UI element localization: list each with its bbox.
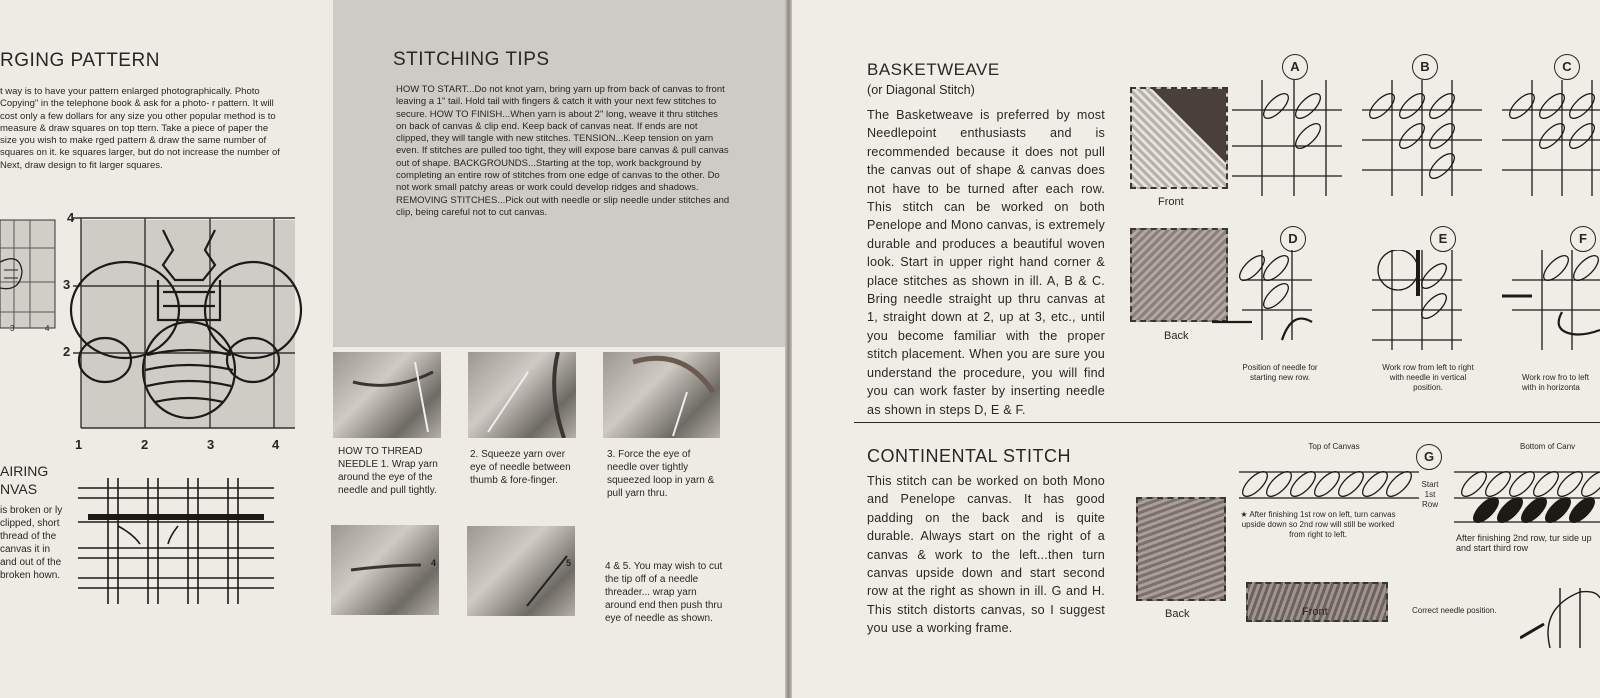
bottom-of-canvas-label: Bottom of Canv (1520, 442, 1576, 451)
continental-back-swatch (1136, 497, 1226, 601)
steps-def-diagram (1212, 250, 1600, 360)
thread-caption-1: HOW TO THREAD NEEDLE 1. Wrap yarn around the eye of the needle and pull tightly. (338, 446, 438, 496)
bee-grid-x-4: 4 (272, 437, 280, 452)
repairing-text: is broken or ly clipped, short thread of the canvas it in and out of the broken hown. (0, 505, 63, 581)
start-first-row-label: Start 1st Row (1421, 480, 1439, 509)
thread-photo-4 (331, 525, 439, 615)
thread-photo-2 (468, 352, 576, 438)
tips-text: HOW TO START...Do not knot yarn, bring yarn up from back of canvas to front leaving a 1" tail. Hold tail with fingers & catch it with your next few stitches to secure. HOW TO FINISH...When yarn is about 2" long, weave it thru stitches on back of canvas & clip end. Keep back of canvas neat. If ends are not clipped, they will tangle with new stitches. TENSION...Keep tension on yarn even. If stitches are pulled too tight, they will expose bare canvas & pull canvas out of shape. BACKGROUNDS...Starting at the top, work background by completing an entire row of stitches from one edge of canvas to the other. Do not work small patchy areas or work could develop ridges and shadows. REMOVING STITCHES...Pick out with needle or slip needle under stitches and clip, being careful not to cut canvas. (396, 84, 730, 218)
small-grid-figure (0, 212, 60, 342)
repairing-title-line-1: AIRING (0, 463, 49, 479)
top-of-canvas-label: Top of Canvas (1308, 442, 1360, 451)
step-d-label: D (1280, 226, 1306, 252)
enlarging-text: t way is to have your pattern enlarged photographically. Photo Copying" in the telephone book & ask for a photo- r pattern. It will cost only a few dollars for any size you other popular method is to measure & draw squares on top ttern. Take a piece of paper the size you wish to make rged pattern & draw the same number of squares on it. ke squares larger, but do not increase the number of Next, draw design to fit larger squares. (0, 86, 280, 171)
bee-grid-x-3: 3 (207, 437, 215, 452)
step-h-note: After finishing 2nd row, tur side up and start third row (1456, 533, 1592, 553)
steps-abc-diagram (1232, 80, 1600, 200)
step-e-caption: Work row from left to right with needle in vertical position. (1382, 363, 1474, 392)
basketweave-subtitle: (or Diagonal Stitch) (867, 83, 975, 97)
photo-number-4: 4 (431, 558, 437, 568)
continental-back-label: Back (1165, 608, 1190, 620)
step-g-diagram (1239, 460, 1419, 506)
thread-photo-3 (603, 352, 720, 438)
step-e-label: E (1430, 226, 1456, 252)
basketweave-front-label: Front (1158, 196, 1184, 208)
basketweave-back-label: Back (1164, 330, 1189, 342)
continental-text: This stitch can be worked on both Mono and Penelope canvas. It has good padding on the back and is quite durable. Always start on the right of a canvas & work to the left...then turn canvas upside down and start second row at the right as shown in ill. G and H. This stitch distorts canvas, so I suggest you use a working frame. (867, 474, 1105, 636)
correct-needle-diagram (1520, 588, 1600, 648)
basketweave-text: The Basketweave is preferred by most Needlepoint enthusiasts and is recommended because it does not pull the canvas out of shape & canvas does not have to be turned after each row. This stitch can be worked on both Penelope and Mono canvas, is extremely durable and produces a beautiful woven look. Start in upper right hand corner & place stitches as shown in ill. A, B & C. Bring needle straight up thru canvas at 1, straight down at 2, up at 3, etc., until you become familiar with the proper stitch placement. When you are sure you understand the procedure, you will find you can work faster by inserting needle as shown in steps D, E & F. (867, 108, 1105, 417)
thread-photo-5 (467, 526, 575, 616)
continental-front-label: Front (1302, 606, 1328, 618)
step-b-label: B (1412, 54, 1438, 80)
right-page (792, 0, 1600, 698)
step-a-label: A (1282, 54, 1308, 80)
section-divider (854, 422, 1600, 423)
correct-needle-label: Correct needle position. (1412, 606, 1497, 615)
small-grid-tick-4: 4 (45, 324, 50, 333)
bee-grid-y-4: 4 (67, 210, 75, 225)
step-d-caption: Position of needle for starting new row. (1242, 363, 1318, 382)
thread-caption-3: 3. Force the eye of needle over tightly squeezed loop in yarn & pull yarn thru. (607, 449, 715, 499)
bee-grid-figure (63, 210, 303, 438)
bee-grid-y-2: 2 (63, 344, 71, 359)
thread-caption-2: 2. Squeeze yarn over eye of needle between thumb & fore-finger. (470, 449, 571, 486)
tips-title: STITCHING TIPS (393, 49, 550, 70)
repairing-title (0, 462, 48, 498)
bee-grid-x-1: 1 (75, 437, 83, 452)
step-g-note: ★ After finishing 1st row on left, turn canvas upside down so 2nd row will still be worked from right to left. (1240, 510, 1396, 539)
bee-grid-y-3: 3 (63, 277, 71, 292)
continental-title: CONTINENTAL STITCH (867, 446, 1072, 466)
step-f-label: F (1570, 226, 1596, 252)
enlarging-title: RGING PATTERN (0, 50, 160, 71)
left-page (0, 0, 785, 698)
step-h-diagram (1454, 460, 1600, 528)
repairing-title-line-2: NVAS (0, 481, 38, 497)
step-c-label: C (1554, 54, 1580, 80)
basketweave-title: BASKETWEAVE (867, 60, 1000, 79)
thread-caption-45: 4 & 5. You may wish to cut the tip off of a needle threader... wrap yarn around end then push thru eye of needle as shown. (605, 561, 723, 624)
basketweave-front-swatch (1130, 87, 1228, 189)
book-gutter (785, 0, 792, 698)
small-grid-tick-3: 3 (10, 324, 15, 333)
canvas-repair-figure (78, 478, 278, 606)
thread-photo-1 (333, 352, 441, 438)
photo-number-5: 5 (566, 558, 572, 568)
step-g-label: G (1416, 444, 1442, 470)
bee-grid-x-2: 2 (141, 437, 149, 452)
step-f-caption: Work row fro to left with in horizonta (1522, 373, 1589, 392)
